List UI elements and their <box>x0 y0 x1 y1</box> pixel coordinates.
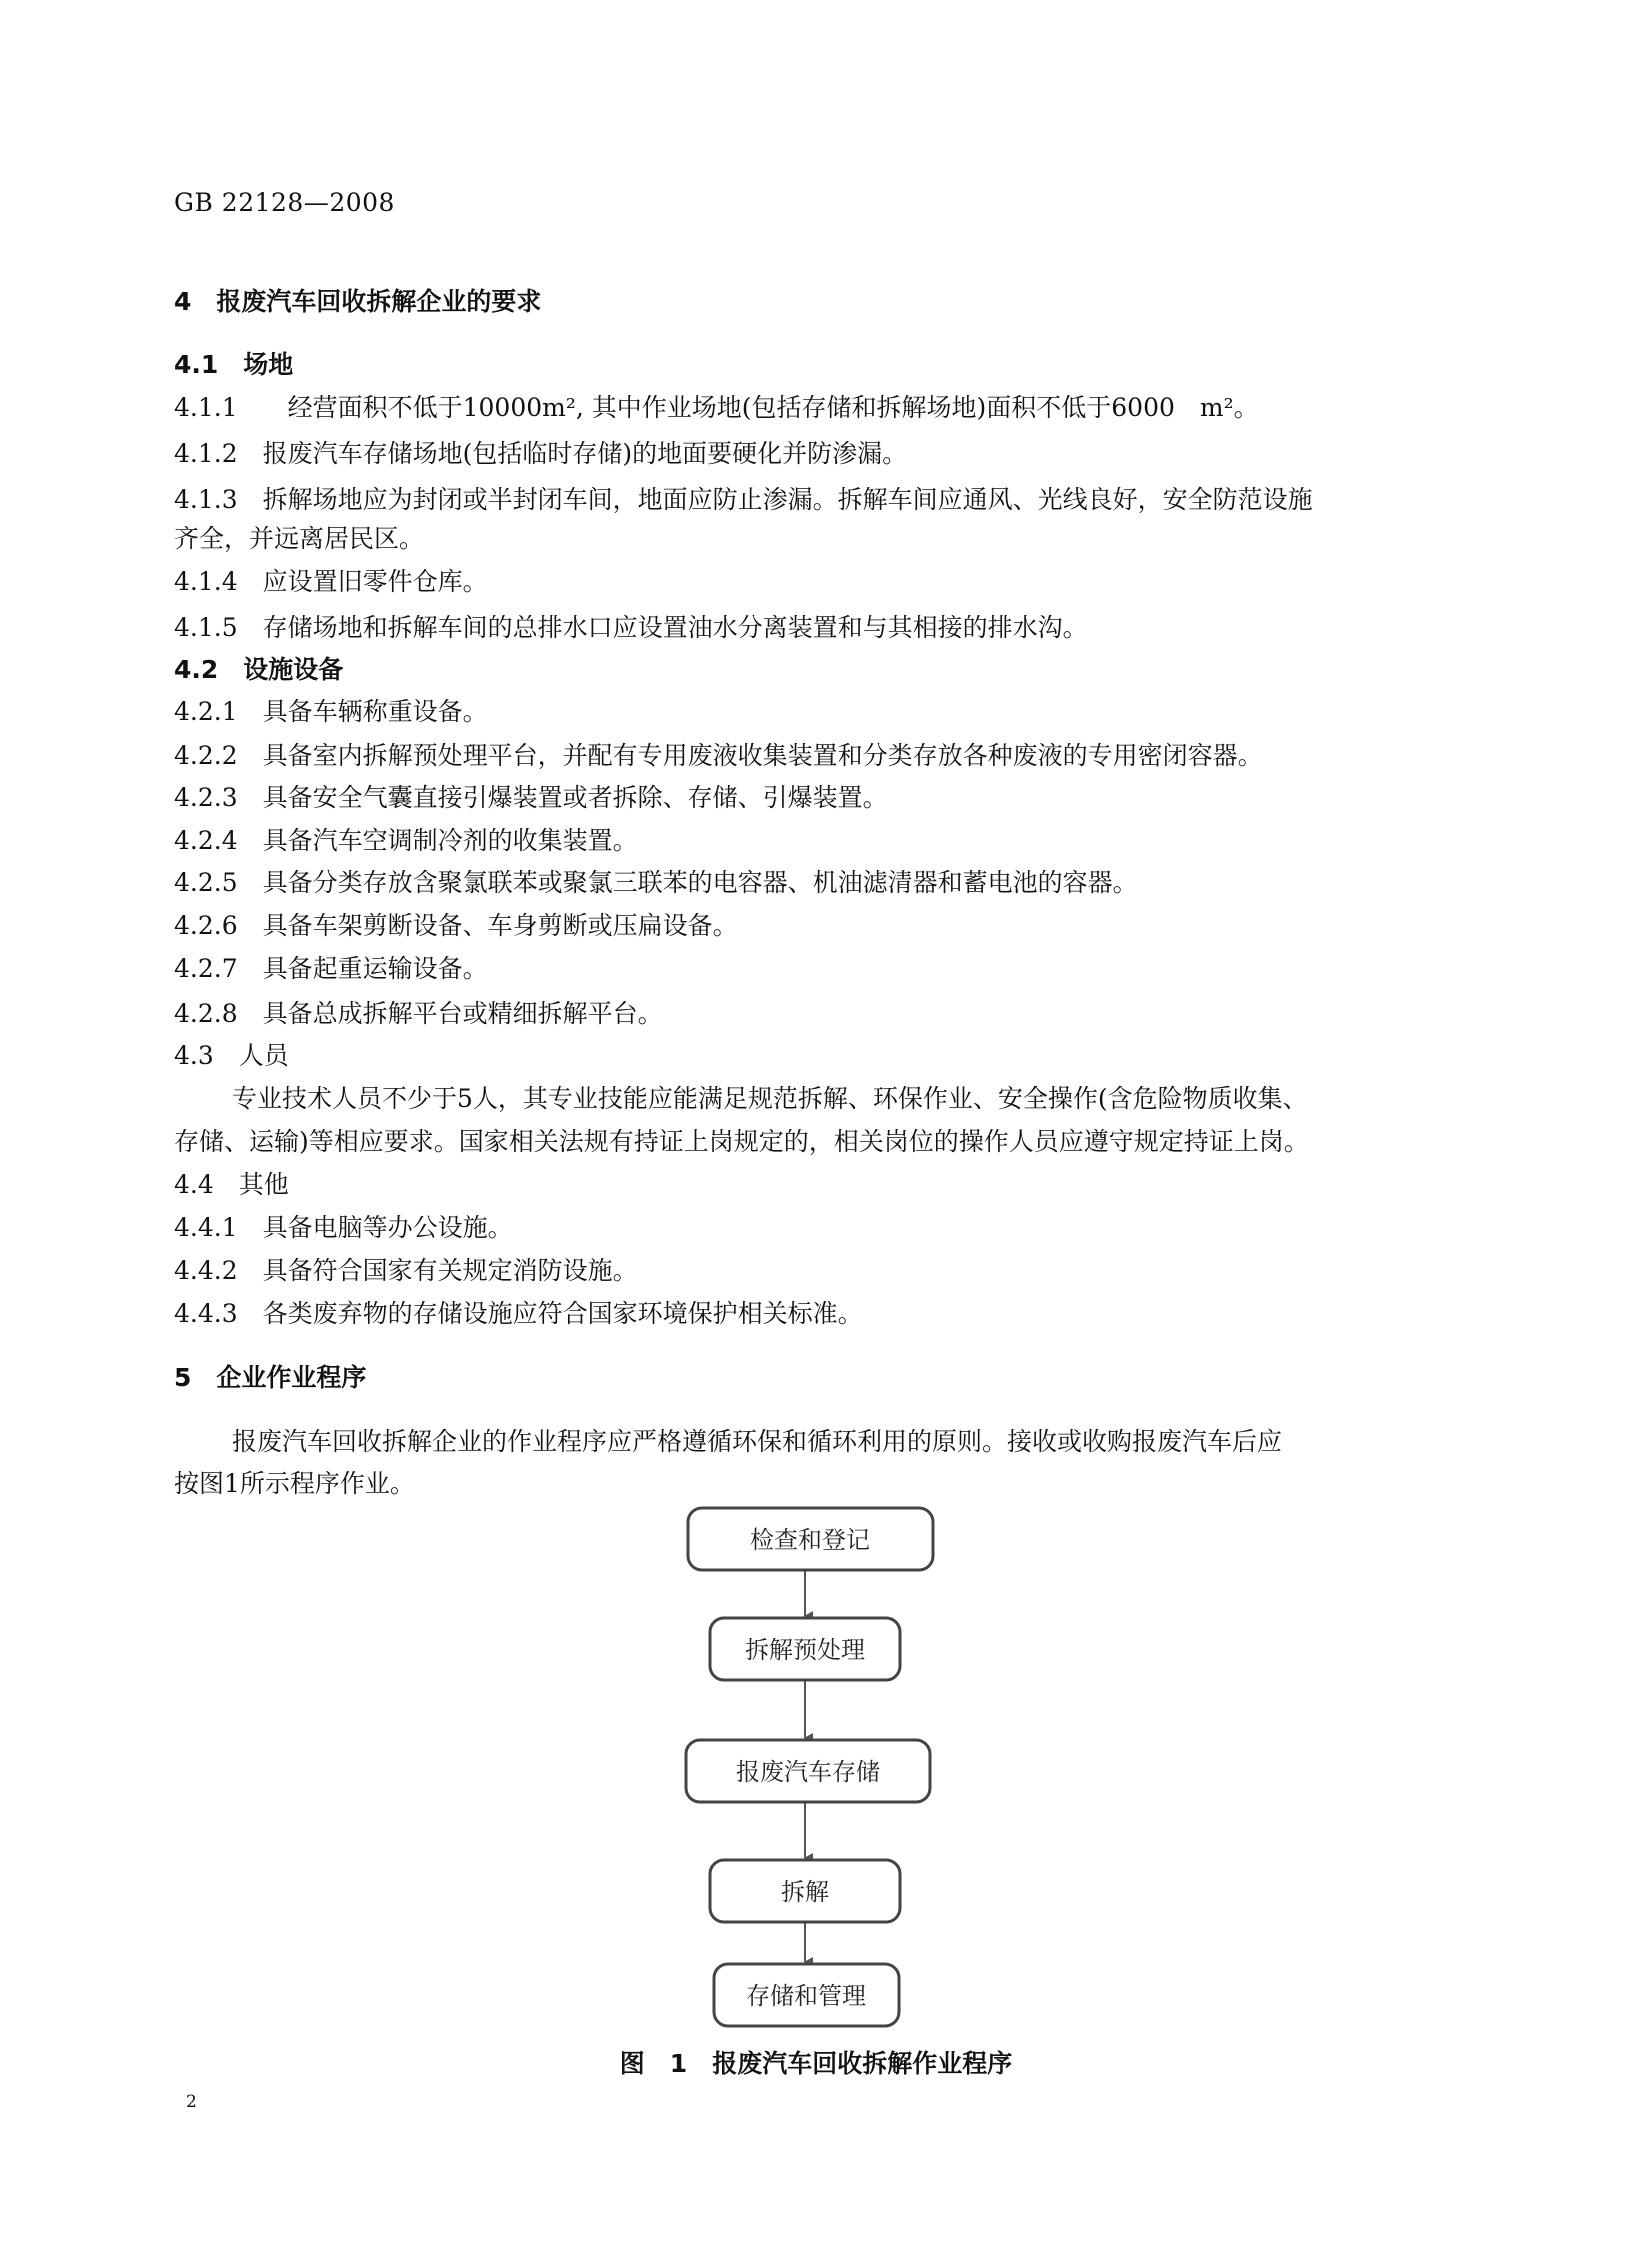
clause-4-2-3: 4.2.3 具备安全气囊直接引爆装置或者拆除、存储、引爆装置。 <box>174 783 888 812</box>
clause-4-2-4: 4.2.4 具备汽车空调制冷剂的收集装置。 <box>174 826 638 855</box>
clause-4-1-2: 4.1.2 报废汽车存储场地(包括临时存储)的地面要硬化并防渗漏。 <box>174 439 908 468</box>
flow-step-3 <box>686 1740 930 1802</box>
flow-step-2-label: 拆解预处理 <box>745 1636 865 1664</box>
clause-4-2-2: 4.2.2 具备室内拆解预处理平台，并配有专用废液收集装置和分类存放各种废液的专用密闭容器。 <box>174 741 1263 770</box>
figure-caption: 图 1 报废汽车回收拆解作业程序 <box>619 2049 1013 2078</box>
section-5-para-line2: 按图1所示程序作业。 <box>174 1469 415 1498</box>
section-4-title: 4 报废汽车回收拆解企业的要求 <box>174 287 542 316</box>
flow-step-4 <box>710 1860 900 1922</box>
clause-4-1-3-line1: 4.1.3 拆解场地应为封闭或半封闭车间，地面应防止渗漏。拆解车间应通风、光线良好，安全防范设施 <box>174 485 1313 514</box>
flow-step-3-label: 报废汽车存储 <box>736 1758 880 1786</box>
clause-4-1-4: 4.1.4 应设置旧零件仓库。 <box>174 567 488 596</box>
flow-step-5-label: 存储和管理 <box>746 1982 866 2010</box>
section-4-3-title: 4.3 人员 <box>174 1041 289 1070</box>
section-4-3-para-line2: 存储、运输)等相应要求。国家相关法规有持证上岗规定的，相关岗位的操作人员应遵守规定持证上岗。 <box>174 1127 1309 1156</box>
clause-4-2-5: 4.2.5 具备分类存放含聚氯联苯或聚氯三联苯的电容器、机油滤清器和蓄电池的容器。 <box>174 868 1138 897</box>
flow-step-5 <box>714 1964 899 2026</box>
standard-code: GB 22128—2008 <box>174 188 395 217</box>
section-4-1-title: 4.1 场地 <box>174 350 294 379</box>
clause-4-1-5: 4.1.5 存储场地和拆解车间的总排水口应设置油水分离装置和与其相接的排水沟。 <box>174 613 1088 642</box>
section-4-2-title: 4.2 设施设备 <box>174 655 344 684</box>
section-4-4-title: 4.4 其他 <box>174 1170 289 1199</box>
clause-4-4-2: 4.4.2 具备符合国家有关规定消防设施。 <box>174 1256 638 1285</box>
flow-step-1-label: 检查和登记 <box>750 1526 870 1554</box>
section-4-3-para-line1: 专业技术人员不少于5人，其专业技能应能满足规范拆解、环保作业、安全操作(含危险物质收集、 <box>232 1084 1308 1113</box>
section-5-para-line1: 报废汽车回收拆解企业的作业程序应严格遵循环保和循环利用的原则。接收或收购报废汽车后应 <box>232 1427 1283 1456</box>
page-number: 2 <box>186 2092 197 2112</box>
clause-4-2-7: 4.2.7 具备起重运输设备。 <box>174 954 488 983</box>
flow-step-1 <box>688 1508 933 1570</box>
clause-4-2-6: 4.2.6 具备车架剪断设备、车身剪断或压扁设备。 <box>174 911 738 940</box>
flow-step-4-label: 拆解 <box>781 1878 829 1906</box>
section-5-title: 5 企业作业程序 <box>174 1363 367 1392</box>
clause-4-2-1: 4.2.1 具备车辆称重设备。 <box>174 697 488 726</box>
clause-4-4-3: 4.4.3 各类废弃物的存储设施应符合国家环境保护相关标准。 <box>174 1299 863 1328</box>
clause-4-2-8: 4.2.8 具备总成拆解平台或精细拆解平台。 <box>174 999 663 1028</box>
clause-4-1-3-line2: 齐全，并远离居民区。 <box>174 524 425 553</box>
flow-step-2 <box>710 1618 900 1680</box>
clause-4-1-1: 4.1.1 经营面积不低于10000m², 其中作业场地(包括存储和拆解场地)面积不低于6000 m²。 <box>174 393 1259 422</box>
clause-4-4-1: 4.4.1 具备电脑等办公设施。 <box>174 1213 513 1242</box>
